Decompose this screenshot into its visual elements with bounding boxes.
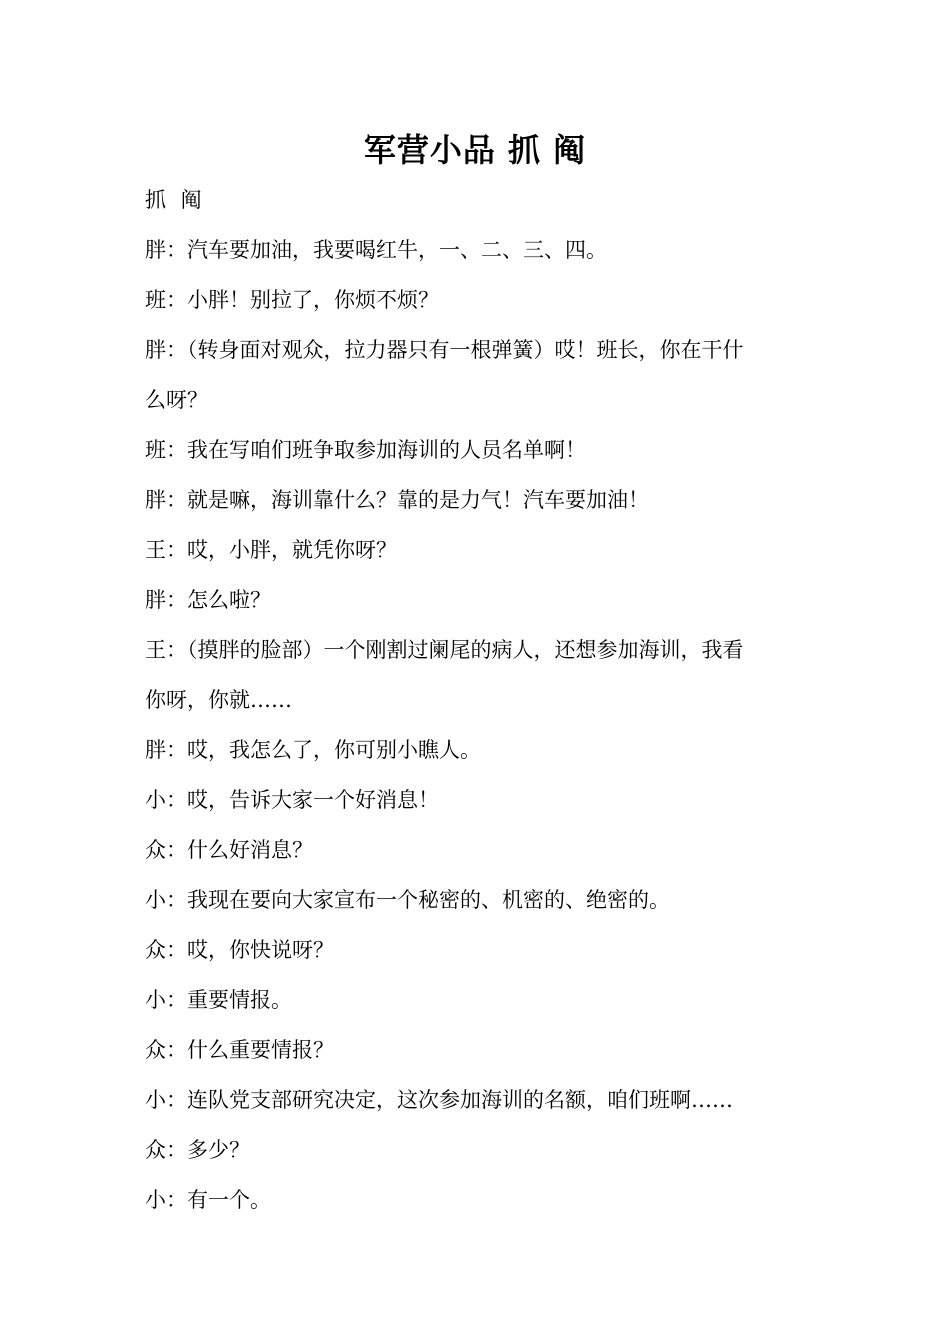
dialogue-line: 胖：就是嘛，海训靠什么？靠的是力气！汽车要加油！ xyxy=(145,488,649,512)
dialogue-line: 小：我现在要向大家宣布一个秘密的、机密的、绝密的。 xyxy=(145,888,670,912)
dialogue-line: 胖：（转身面对观众，拉力器只有一根弹簧）哎！班长，你在干什 xyxy=(145,338,744,362)
script-body xyxy=(145,180,825,1230)
dialogue-line: 王：（摸胖的脸部）一个刚割过阑尾的病人，还想参加海训，我看 xyxy=(145,638,744,662)
dialogue-line: 班：小胖！别拉了，你烦不烦？ xyxy=(145,288,439,312)
page-title: 军营小品 抓 阄 xyxy=(363,131,587,169)
dialogue-line: 小：有一个。 xyxy=(145,1188,271,1212)
subtitle-line: 抓 阄 xyxy=(145,188,206,212)
dialogue-line: 胖：哎，我怎么了，你可别小瞧人。 xyxy=(145,738,481,762)
dialogue-line: 众：什么重要情报？ xyxy=(145,1038,334,1062)
dialogue-line: 胖：怎么啦？ xyxy=(145,588,271,612)
dialogue-line: 胖：汽车要加油，我要喝红牛，一、二、三、四。 xyxy=(145,238,607,262)
dialogue-line: 班：我在写咱们班争取参加海训的人员名单啊！ xyxy=(145,438,586,462)
dialogue-line-continuation: 你呀，你就…… xyxy=(145,688,292,712)
dialogue-line: 小：连队党支部研究决定，这次参加海训的名额，咱们班啊…… xyxy=(145,1088,733,1112)
dialogue-line: 小：重要情报。 xyxy=(145,988,292,1012)
dialogue-line: 众：哎，你快说呀？ xyxy=(145,938,334,962)
dialogue-line: 王：哎，小胖，就凭你呀？ xyxy=(145,538,397,562)
dialogue-line: 小：哎，告诉大家一个好消息！ xyxy=(145,788,439,812)
dialogue-line-continuation: 么呀？ xyxy=(145,388,208,412)
dialogue-line: 众：什么好消息？ xyxy=(145,838,313,862)
dialogue-line: 众：多少？ xyxy=(145,1138,250,1162)
